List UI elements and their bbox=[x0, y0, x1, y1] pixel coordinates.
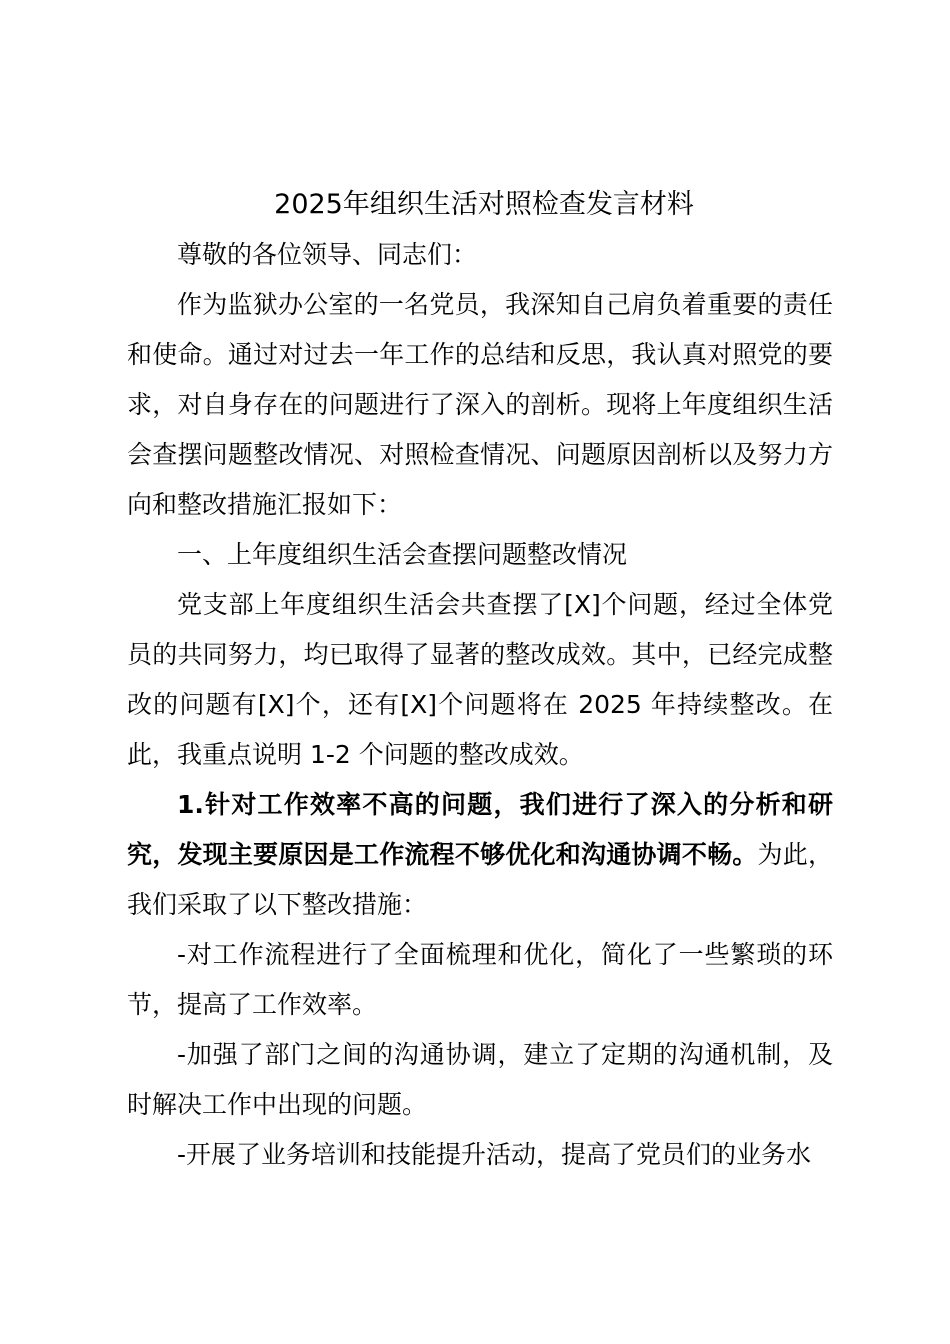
measure-paragraph: -对工作流程进行了全面梳理和优化，简化了一些繁琐的环节，提高了工作效率。 bbox=[127, 940, 833, 1019]
section-paragraph: 党支部上年度组织生活会共查摆了[X]个问题，经过全体党员的共同努力，均已取得了显著的整改成效。其中，已经完成整改的问题有[X]个，还有[X]个问题将在 2025 年持续整改。在此，我重点说明 1-2 个问题的整改成效。 bbox=[127, 590, 833, 769]
document-body bbox=[127, 183, 833, 1180]
item-bold-text: 1.针对工作效率不高的问题，我们进行了深入的分析和研究，发现主要原因是工作流程不够优化和沟通协调不畅。 bbox=[127, 790, 833, 869]
item-text: 为此，我们采取了以下整改措施： bbox=[127, 840, 833, 919]
document-title: 2025年组织生活对照检查发言材料 bbox=[274, 189, 694, 220]
item-paragraph bbox=[127, 780, 833, 930]
measure-paragraph: -开展了业务培训和技能提升活动，提高了党员们的业务水 bbox=[177, 1140, 812, 1169]
intro-paragraph: 作为监狱办公室的一名党员，我深知自己肩负着重要的责任和使命。通过对过去一年工作的总结和反思，我认真对照党的要求，对自身存在的问题进行了深入的剖析。现将上年度组织生活会查摆问题整改情况、对照检查情况、问题原因剖析以及努力方向和整改措施汇报如下： bbox=[127, 290, 833, 519]
salutation: 尊敬的各位领导、同志们： bbox=[177, 240, 478, 269]
measure-paragraph: -加强了部门之间的沟通协调，建立了定期的沟通机制，及时解决工作中出现的问题。 bbox=[127, 1040, 833, 1119]
section-heading: 一、上年度组织生活会查摆问题整改情况 bbox=[177, 540, 628, 569]
